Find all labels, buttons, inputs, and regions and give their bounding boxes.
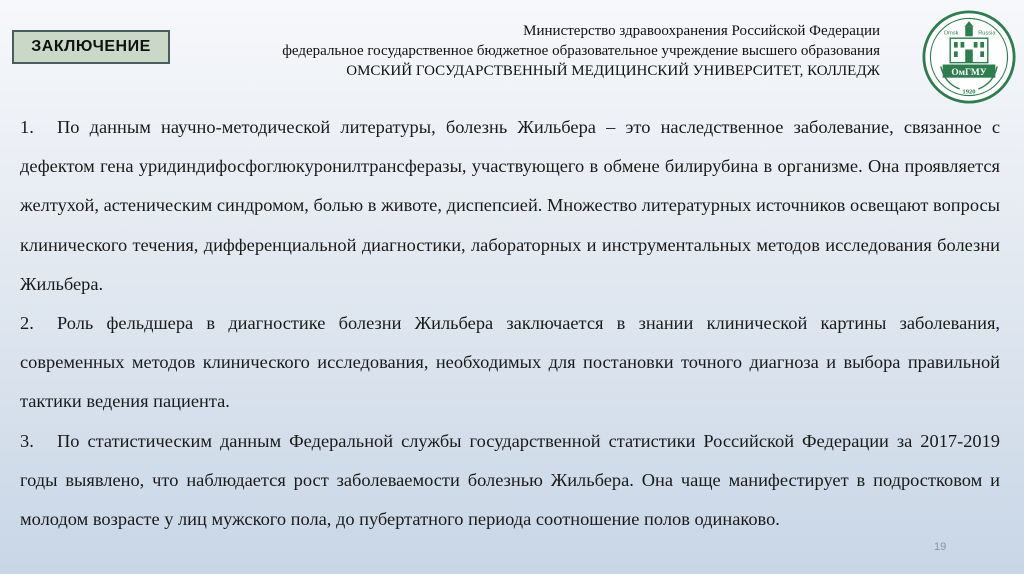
seal-text-right: Russia <box>978 30 996 37</box>
institution-type-line: федеральное государственное бюджетное образовательное учреждение высшего образования <box>282 43 880 59</box>
conclusion-item-1 <box>20 108 1000 304</box>
conclusions-list <box>20 108 1000 539</box>
university-name-line: ОМСКИЙ ГОСУДАРСТВЕННЫЙ МЕДИЦИНСКИЙ УНИВЕРСИТЕТ, КОЛЛЕДЖ <box>346 63 880 79</box>
ministry-line: Министерство здравоохранения Российской Федерации <box>523 23 880 39</box>
seal-name-text: ОмГМУ <box>951 67 987 78</box>
university-seal-logo <box>922 10 1016 104</box>
item-text: Роль фельдшера в диагностике болезни Жильбера заключается в знании клинической картины заболевания, современных методов клинического исследования, необходимых для постановки точного диагноза и выбора правильной тактики ведения пациента. <box>20 313 1000 412</box>
section-title: ЗАКЛЮЧЕНИЕ <box>31 38 151 55</box>
item-number: 2. <box>20 313 34 334</box>
conclusion-item-2 <box>20 304 1000 422</box>
item-number: 3. <box>20 430 34 451</box>
seal-year-text: 1920 <box>962 88 976 96</box>
item-text: По данным научно-методической литературы, болезнь Жильбера – это наследственное заболевание, связанное с дефектом гена уридиндифосфоглюкуронилтрансферазы, участвующего в обмене билирубина в организме. Она проявляется желтухой, астеническим синдромом, болью в животе, диспепсией. Множество литературных источников освещают вопросы клинического течения, дифференциальной диагностики, лабораторных и инструментальных методов исследования болезни Жильбера. <box>20 117 1000 294</box>
organization-header <box>282 21 880 81</box>
seal-text-left: Omsk <box>943 30 959 37</box>
page-number: 19 <box>934 541 947 553</box>
item-text: По статистическим данным Федеральной службы государственной статистики Российской Федерации за 2017-2019 годы выявлено, что наблюдается рост заболеваемости болезнью Жильбера. Она чаще манифестирует в подростковом и молодом возрасте у лиц мужского пола, до пубертатного периода соотношение полов одинаково. <box>20 430 1000 530</box>
item-number: 1. <box>20 117 34 137</box>
section-title-box <box>12 30 170 64</box>
conclusion-item-3 <box>20 422 1000 540</box>
